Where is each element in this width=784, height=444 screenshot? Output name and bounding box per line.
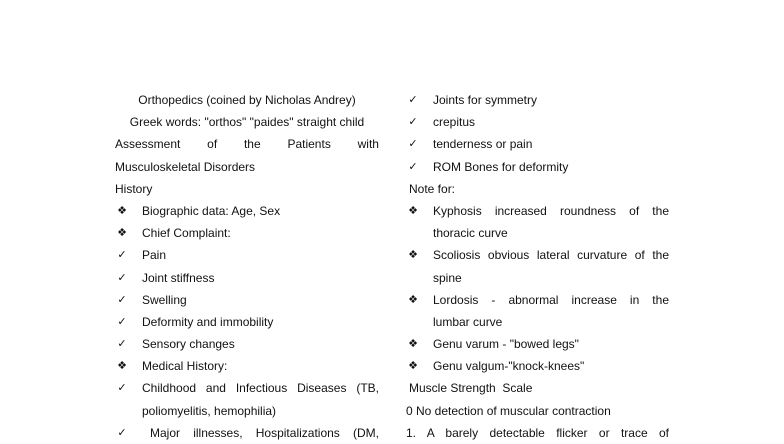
lordosis-line2: lumbar curve [433,314,503,329]
assessment-word: Assessment [115,137,181,152]
muscle-scale-1-text: 1. A barely detectable flicker or trace of [406,425,669,440]
list-item-text: Biographic data: Age, Sex [142,203,281,218]
list-item [115,267,379,289]
muscle-strength-heading: Muscle Strength Scale [409,381,533,396]
check-mark-icon: ✓ [117,337,127,351]
diamond-bullet-icon: ❖ [408,337,418,351]
list-item [406,355,669,377]
diamond-bullet-icon: ❖ [408,292,418,306]
check-mark-icon: ✓ [117,314,127,328]
diamond-bullet-icon: ❖ [408,359,418,373]
list-item [115,222,379,244]
list-item-text: Sensory changes [142,337,235,352]
check-mark-icon: ✓ [117,381,127,395]
list-item-text: Pain [142,248,167,263]
check-mark-icon: ✓ [117,248,127,262]
diamond-bullet-icon: ❖ [408,203,418,217]
assessment-word: the [243,137,261,152]
major-illnesses-line1: Major illnesses, Hospitalizations (DM, [150,425,379,440]
check-mark-icon: ✓ [408,93,418,106]
right-column [406,89,669,444]
list-item-text: Swelling [142,292,187,307]
diamond-bullet-icon: ❖ [117,359,127,373]
list-item-text: Joints for symmetry [433,93,538,107]
check-mark-icon: ✓ [117,270,127,284]
list-item [406,289,669,311]
assessment-heading-line2: Musculoskeletal Disorders [115,159,256,174]
list-item [406,133,669,155]
list-item [115,244,379,266]
assessment-heading-line1 [115,133,379,155]
list-item-text: Chief Complaint: [142,226,231,241]
check-mark-icon: ✓ [117,292,127,306]
assessment-word: of [207,137,218,152]
diamond-bullet-icon: ❖ [408,248,418,262]
genu-valgum-text: Genu valgum-"knock-knees" [433,359,585,374]
list-item [406,111,669,133]
assessment-word: with [357,137,379,152]
note-for-heading: Note for: [409,181,456,196]
kyphosis-line1: Kyphosis increased roundness of the [433,203,669,218]
childhood-diseases-line1: Childhood and Infectious Diseases (TB, [142,381,379,396]
scoliosis-line1: Scoliosis obvious lateral curvature of the [433,248,669,263]
list-item-text: Deformity and immobility [142,314,274,329]
list-item [115,377,379,399]
list-item [115,355,379,377]
diamond-bullet-icon: ❖ [117,226,127,240]
scoliosis-line2: spine [433,270,462,285]
lordosis-line1: Lordosis - abnormal increase in the [433,292,669,307]
greek-etymology: Greek words: "orthos" "paides" straight child [129,115,365,130]
list-item-text: Joint stiffness [142,270,215,285]
childhood-diseases-line2: poliomyelitis, hemophilia) [142,403,277,418]
left-column [115,89,379,444]
list-item [115,289,379,311]
kyphosis-line2: thoracic curve [433,226,508,241]
list-item-text: ROM Bones for deformity [433,159,569,174]
list-item [406,244,669,266]
document-title: Orthopedics (coined by Nicholas Andrey) [138,93,356,107]
list-item [406,333,669,355]
check-mark-icon: ✓ [408,137,418,151]
history-heading: History [115,181,153,196]
muscle-scale-0: 0 No detection of muscular contraction [406,403,611,418]
list-item-text: Medical History: [142,359,228,374]
list-item [406,200,669,222]
list-item [406,89,669,111]
list-item [115,311,379,333]
assessment-word: Patients [287,137,331,152]
list-item [115,333,379,355]
list-item [115,200,379,222]
check-mark-icon: ✓ [408,159,418,173]
check-mark-icon: ✓ [408,115,418,129]
list-item-text: tenderness or pain [433,137,533,152]
genu-varum-text: Genu varum - "bowed legs" [433,337,579,352]
diamond-bullet-icon: ❖ [117,203,127,217]
list-item [406,156,669,178]
check-mark-icon: ✓ [117,425,127,439]
list-item-text: crepitus [433,115,476,130]
